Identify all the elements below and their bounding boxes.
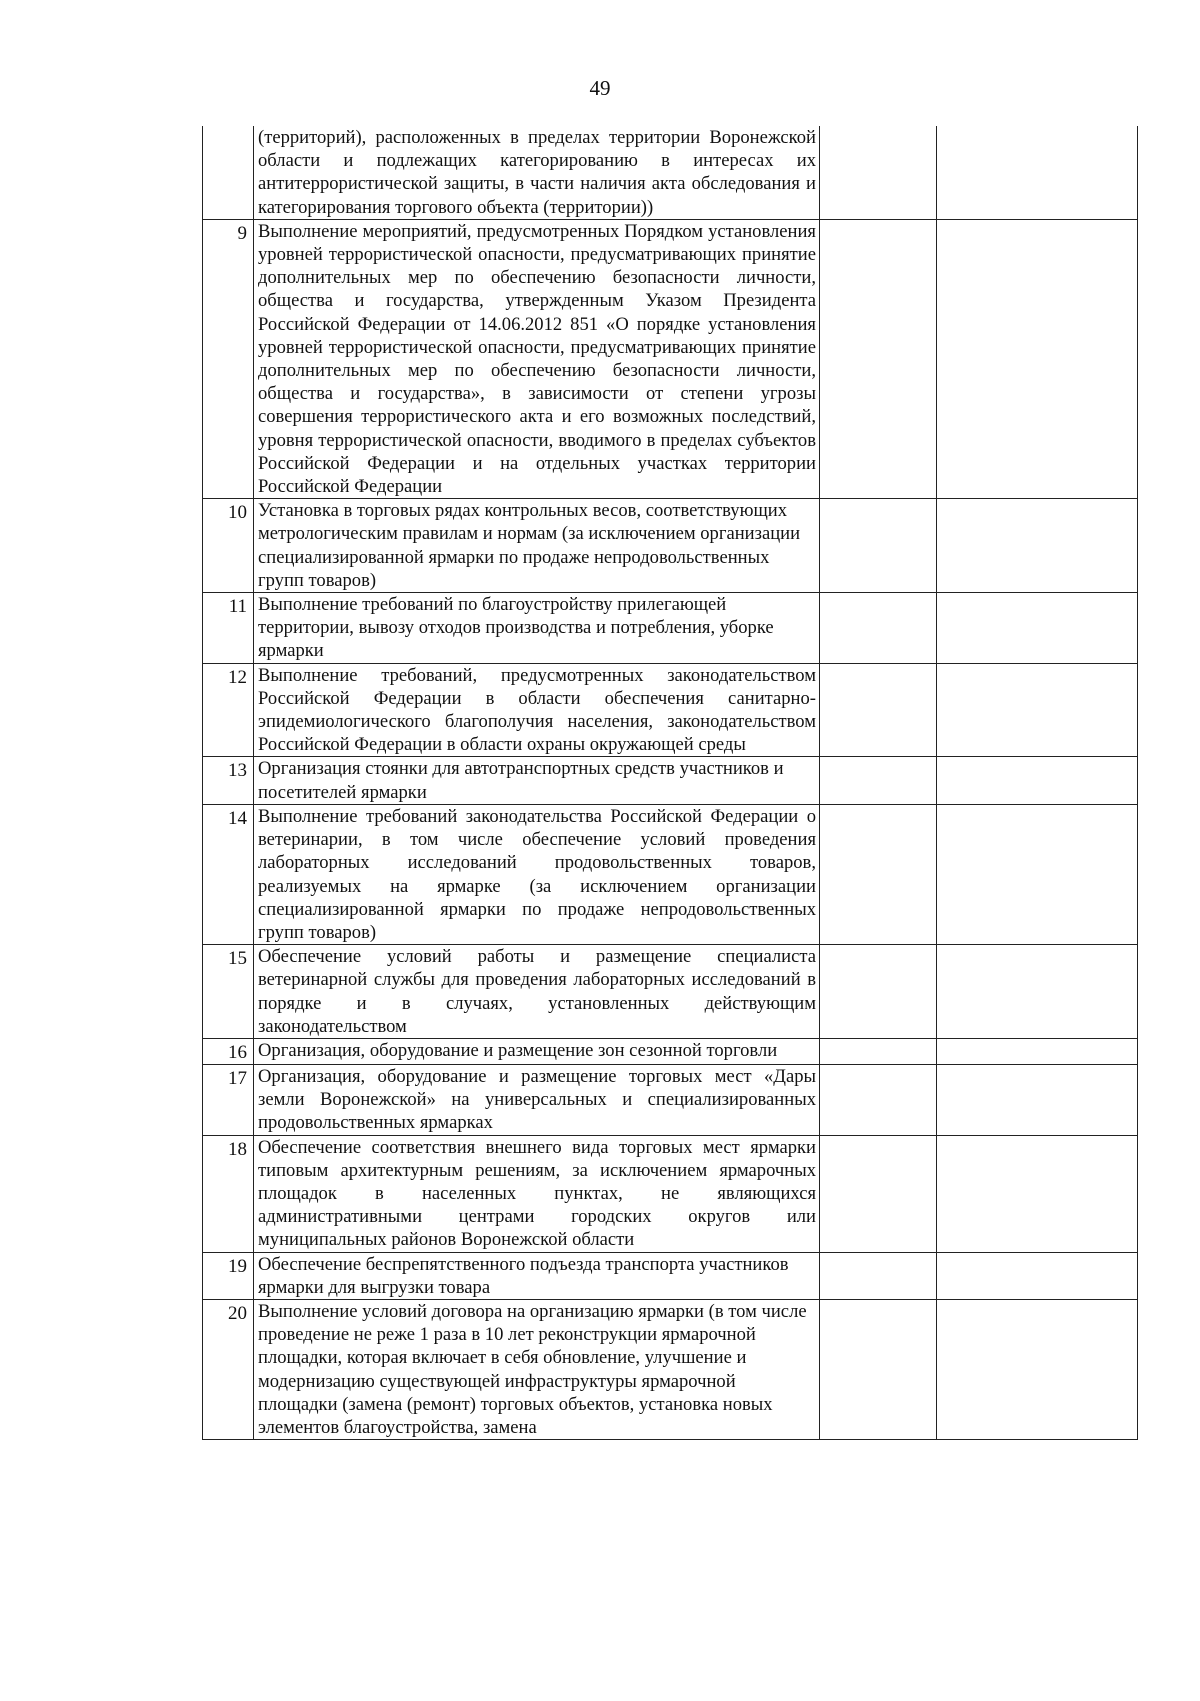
table-row (203, 1299, 1138, 1439)
row-description (254, 663, 820, 757)
row-description (254, 593, 820, 664)
row-text: Выполнение требований по благоустройству прилегающей территории, вывозу отходов производства и потребления, уборке ярмарки (258, 594, 774, 662)
row-description (254, 1135, 820, 1252)
row-number: 17 (203, 1064, 254, 1135)
row-text: (территорий), расположенных в пределах территории Воронежской области и подлежащих категорированию в интересах их антитеррористической защиты, в части наличия акта обследования и категорирования торгового объекта (территории)) (258, 127, 816, 218)
row-number: 11 (203, 593, 254, 664)
table-row (203, 219, 1138, 498)
row-description (254, 499, 820, 593)
row-cell-answer (820, 1038, 937, 1064)
row-description (254, 126, 820, 219)
row-cell-answer (820, 1135, 937, 1252)
row-number: 12 (203, 663, 254, 757)
page-number: 49 (589, 76, 611, 100)
row-text: Выполнение требований, предусмотренных законодательством Российской Федерации в области обеспечения санитарно-эпидемиологического благополучия населения, законодательством Российской Федерации в области охраны окружающей среды (258, 664, 816, 756)
row-description (254, 1299, 820, 1439)
row-description (254, 1064, 820, 1135)
row-cell-note (937, 1252, 1138, 1299)
table-row (203, 1038, 1138, 1064)
row-number (203, 126, 254, 219)
row-number: 13 (203, 757, 254, 804)
table-row (203, 126, 1138, 219)
row-cell-note (937, 1299, 1138, 1439)
row-description (254, 757, 820, 804)
table-row (203, 945, 1138, 1039)
row-cell-note (937, 1038, 1138, 1064)
table-row (203, 499, 1138, 593)
row-text: Обеспечение беспрепятственного подъезда транспорта участников ярмарки для выгрузки товара (258, 1253, 789, 1298)
row-number: 14 (203, 804, 254, 944)
row-cell-note (937, 593, 1138, 664)
table-row (203, 1252, 1138, 1299)
row-cell-note (937, 1135, 1138, 1252)
table-row (203, 593, 1138, 664)
row-cell-note (937, 499, 1138, 593)
row-text: Выполнение условий договора на организацию ярмарки (в том числе проведение не реже 1 раза в 10 лет реконструкции ярмарочной площадки, которая включает в себя обновление, улучшение и модернизацию существующей инфраструктуры ярмарочной площадки (замена (ремонт) торговых объектов, установка новых элементов благоустройства, замена (258, 1300, 807, 1438)
row-text: Обеспечение соответствия внешнего вида торговых мест ярмарки типовым архитектурным решениям, за исключением ярмарочных площадок в населенных пунктах, не являющихся административными центрами городских округов или муниципальных районов Воронежской области (258, 1136, 816, 1251)
checklist-table (202, 126, 1138, 1440)
row-cell-note (937, 945, 1138, 1039)
row-number: 18 (203, 1135, 254, 1252)
table-row (203, 804, 1138, 944)
row-number: 9 (203, 219, 254, 498)
row-text: Выполнение требований законодательства Российской Федерации о ветеринарии, в том числе обеспечение условий проведения лабораторных исследований продовольственных товаров, реализуемых на ярмарке (за исключением организации специализированной ярмарки по продаже непродовольственных групп товаров) (258, 805, 816, 943)
row-cell-answer (820, 663, 937, 757)
row-cell-answer (820, 945, 937, 1039)
table-row (203, 1064, 1138, 1135)
row-cell-answer (820, 1252, 937, 1299)
row-text: Выполнение мероприятий, предусмотренных Порядком установления уровней террористической опасности, предусматривающих принятие дополнительных мер по обеспечению безопасности личности, общества и государства, утвержденным Указом Президента Российской Федерации от 14.06.2012 851 «О порядке установления уровней террористической опасности, предусматривающих принятие дополнительных мер по обеспечению безопасности личности, общества и государства», в зависимости от степени угрозы совершения террористического акта и его возможных последствий, уровня террористической опасности, вводимого в пределах субъектов Российской Федерации и на отдельных участках территории Российской Федерации (258, 220, 816, 498)
row-text: Организация, оборудование и размещение зон сезонной торговли (258, 1039, 778, 1061)
row-cell-answer (820, 499, 937, 593)
row-cell-answer (820, 1299, 937, 1439)
row-number: 19 (203, 1252, 254, 1299)
table-row (203, 1135, 1138, 1252)
row-number: 10 (203, 499, 254, 593)
row-cell-answer (820, 804, 937, 944)
row-text: Организация, оборудование и размещение торговых мест «Дары земли Воронежской» на универсальных и специализированных продовольственных ярмарках (258, 1065, 816, 1134)
row-cell-answer (820, 757, 937, 804)
row-cell-answer (820, 219, 937, 498)
row-description (254, 1038, 820, 1064)
table-row (203, 757, 1138, 804)
row-number: 20 (203, 1299, 254, 1439)
row-description (254, 219, 820, 498)
table-row (203, 663, 1138, 757)
row-number: 16 (203, 1038, 254, 1064)
row-cell-note (937, 1064, 1138, 1135)
row-description (254, 945, 820, 1039)
row-description (254, 1252, 820, 1299)
row-cell-note (937, 804, 1138, 944)
row-text: Обеспечение условий работы и размещение специалиста ветеринарной службы для проведения лабораторных исследований в порядке и в случаях, установленных действующим законодательством (258, 946, 816, 1037)
row-cell-note (937, 219, 1138, 498)
row-text: Установка в торговых рядах контрольных весов, соответствующих метрологическим правилам и нормам (за исключением организации специализированной ярмарки по продаже непродовольственных групп товаров) (258, 500, 801, 591)
row-cell-note (937, 663, 1138, 757)
row-cell-note (937, 126, 1138, 219)
row-cell-answer (820, 1064, 937, 1135)
row-number: 15 (203, 945, 254, 1039)
row-description (254, 804, 820, 944)
row-cell-answer (820, 593, 937, 664)
row-cell-answer (820, 126, 937, 219)
row-text: Организация стоянки для автотранспортных средств участников и посетителей ярмарки (258, 758, 784, 803)
row-cell-note (937, 757, 1138, 804)
